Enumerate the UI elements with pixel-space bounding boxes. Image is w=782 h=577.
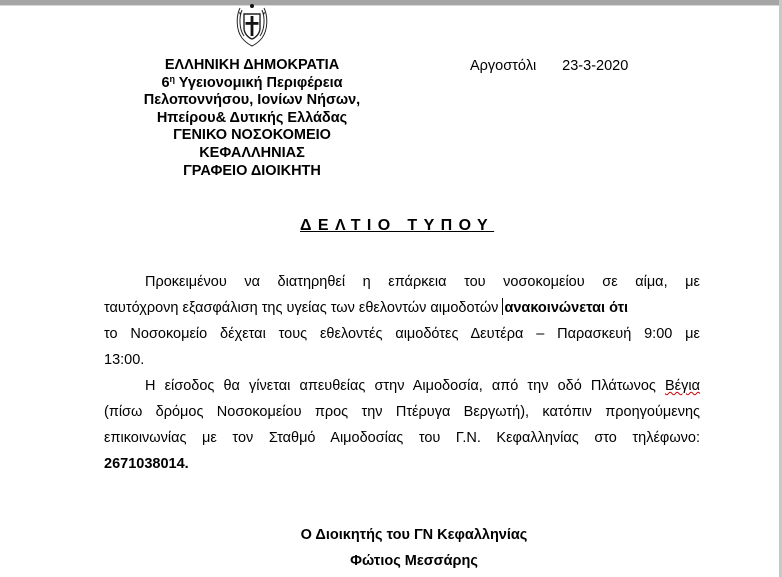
region-number: 6 [161,74,170,91]
signature-block [254,522,574,574]
signatory-name: Φώτιος Μεσσάρης [350,553,478,569]
header-line-office: ΓΡΑΦΕΙΟ ΔΙΟΙΚΗΤΗ [183,162,321,179]
p2-line-3: επικοινωνίας με τον Σταθμό Αιμοδοσίας του Γ.Ν. Κεφαλληνίας στο τηλέφωνο: [104,430,700,446]
header-line-region-names-2: Ηπείρου& Δυτικής Ελλάδας [156,109,348,126]
p1-line-1: Προκειμένου να διατηρηθεί η επάρκεια του νοσοκομείου σε αίμα, με [145,274,700,290]
issuer-header [122,57,382,180]
p1-announcement: ανακοινώνεται ότι [504,300,629,316]
region-label: Υγειονομική Περιφέρεια [178,74,343,91]
header-line-republic: ΕΛΛΗΝΙΚΗ ΔΗΜΟΚΡΑΤΙΑ [164,57,340,73]
p1-line-3: το Νοσοκομείο δέχεται τους εθελοντές αιμοδότες Δευτέρα – Παρασκευή 9:00 με [104,326,700,342]
p2-line-1 [104,373,700,399]
header-line-health-region [122,75,382,93]
place: Αργοστόλι [470,58,537,74]
p1-line-4: 13:00. [104,352,145,368]
header-line-hospital-place: ΚΕΦΑΛΛΗΝΙΑΣ [199,144,305,161]
top-border-highlight [0,5,782,6]
p2-line-2: (πίσω δρόμος Νοσοκομείου προς την Πτέρυγα Βεργωτή), κατόπιν προηγούμενης [104,404,700,420]
phone-number: 2671038014. [104,456,189,472]
header-line-region-names-1: Πελοποννήσου, Ιονίων Νήσων, [143,92,361,109]
p1-line-2 [104,295,700,321]
signatory-role: Ο Διοικητής του ΓΝ Κεφαλληνίας [300,527,528,543]
paragraph-2 [104,373,700,477]
place-date [470,58,628,74]
header-line-hospital: ΓΕΝΙΚΟ ΝΟΣΟΚΟΜΕΙΟ [173,127,331,144]
p1-line-2-text: ταυτόχρονη εξασφάλιση της υγείας των εθελοντών αιμοδοτών [104,300,499,316]
date: 23-3-2020 [562,58,629,74]
document-title: ΔΕΛΤΙΟ ΤΥΠΟΥ [300,217,495,234]
p2-line-1-text: Η είσοδος θα γίνεται απευθείας στην Αιμοδοσία, από την οδό Πλάτωνος [145,378,656,394]
region-number-ordinal: η [169,73,176,84]
greek-coat-of-arms-icon [232,2,272,48]
paragraph-1 [104,269,700,373]
spellcheck-flagged-word: Βέγια [665,378,701,394]
